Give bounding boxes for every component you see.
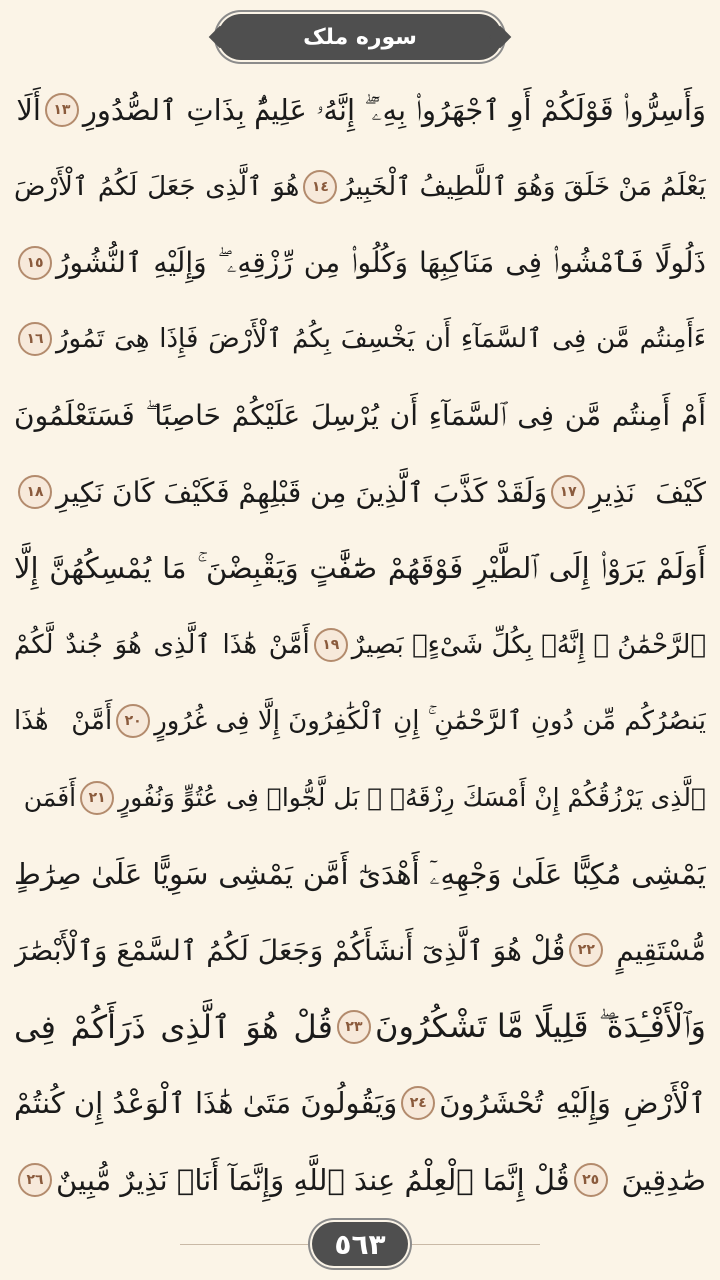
verse-text: وَأَسِرُّوا۟ قَوْلَكُمْ أَوِ ٱجْهَرُوا۟ بِهِۦٓ ۖ إِنَّهُۥ عَلِيمٌۢ بِذَاتِ ٱلصُّدُورِ [82,92,706,127]
verse-line [14,1141,706,1217]
verse-line [14,530,706,606]
verse-text-continued: قُلْ هُوَ ٱلَّذِىٓ أَنشَأَكُمْ وَجَعَلَ لَكُمُ ٱلسَّمْعَ وَٱلْأَبْصَٰرَ [14,933,566,967]
surah-header [218,14,502,60]
verse-text: ذَلُولًا فَٱمْشُوا۟ فِى مَنَاكِبِهَا وَكُلُوا۟ مِن رِّزْقِهِۦ ۖ وَإِلَيْهِ ٱلنُّشُورُ [56,245,706,279]
ayah-number-marker: ١٧ [551,475,585,509]
verse-text-continued: وَيَقُولُونَ مَتَىٰ هَٰذَا ٱلْوَعْدُ إِن كُنتُمْ [14,1086,398,1121]
verse-line [14,72,706,148]
verse-text: ٱلرَّحْمَٰنُ ۚ إِنَّهُۥ بِكُلِّ شَىْءٍۭ بَصِيرٌ [351,629,706,660]
verse-text-continued: هُوَ ٱلَّذِى جَعَلَ لَكُمُ ٱلْأَرْضَ [14,171,300,202]
footer-divider-left [180,1244,310,1245]
verse-text: مُّسْتَقِيمٍ [616,933,706,967]
verse-line [14,989,706,1065]
verse-line [14,912,706,988]
footer-divider-right [410,1244,540,1245]
verse-line [14,378,706,454]
verse-text: يَمْشِى مُكِبًّا عَلَىٰ وَجْهِهِۦٓ أَهْدَىٰٓ أَمَّن يَمْشِى سَوِيًّا عَلَىٰ صِرَٰطٍ [14,856,706,891]
verse-text: ٱلْأَرْضِ وَإِلَيْهِ تُحْشَرُونَ [439,1086,706,1121]
verse-line [14,148,706,224]
header-left-cap [209,26,232,49]
verse-text: أَوَلَمْ يَرَوْا۟ إِلَى ٱلطَّيْرِ فَوْقَهُمْ صَٰٓفَّٰتٍ وَيَقْبِضْنَ ۚ مَا يُمْسِكُهُنَّ إِلَّا [14,551,706,586]
ayah-number-marker: ٢٢ [569,933,603,967]
ayah-number-marker: ٢٠ [116,704,150,738]
verse-text-continued: أَمَّنْ هَٰذَا [14,706,113,737]
verse-line [14,836,706,912]
verse-text: ءَأَمِنتُم مَّن فِى ٱلسَّمَآءِ أَن يَخْسِفَ بِكُمُ ٱلْأَرْضَ فَإِذَا هِىَ تَمُورُ [56,324,706,355]
header-right-cap [489,26,512,49]
verse-text: وَٱلْأَفْـِٔدَةَ ۖ قَلِيلًا مَّا تَشْكُرُونَ [374,1007,706,1046]
page-number: ٥٦٣ [312,1222,408,1266]
verse-text: يَعْلَمُ مَنْ خَلَقَ وَهُوَ ٱللَّطِيفُ ٱلْخَبِيرُ [341,171,706,202]
ayah-number-marker: ١٣ [45,93,79,127]
verse-line [14,1065,706,1141]
verse-text: يَنصُرُكُم مِّن دُونِ ٱلرَّحْمَٰنِ ۚ إِنِ ٱلْكَٰفِرُونَ إِلَّا فِى غُرُورٍ [154,705,706,736]
ayah-number-marker: ٢٦ [18,1163,52,1197]
verse-text-continued: وَلَقَدْ كَذَّبَ ٱلَّذِينَ مِن قَبْلِهِمْ فَكَيْفَ كَانَ نَكِيرِ [56,475,548,509]
verse-line [14,301,706,377]
verse-text: صَٰدِقِينَ [621,1162,706,1197]
verse-line [14,760,706,836]
verse-text: أَمْ أَمِنتُم مَّن فِى ٱلسَّمَآءِ أَن يُرْسِلَ عَلَيْكُمْ حَاصِبًا ۖ فَسَتَعْلَمُونَ [14,398,706,432]
verse-line [14,225,706,301]
verse-text-continued: أَمَّنْ هَٰذَا ٱلَّذِى هُوَ جُندٌ لَّكُمْ [14,629,310,660]
quran-text-block [14,72,706,1218]
verse-text-continued: أَفَمَن [23,783,77,813]
ayah-number-marker: ١٥ [18,246,52,280]
verse-text-continued: قُلْ إِنَّمَا ٱلْعِلْمُ عِندَ ٱللَّهِ وَإِنَّمَآ أَنَا۠ نَذِيرٌ مُّبِينٌ [56,1162,570,1197]
ayah-number-marker: ١٦ [18,322,52,356]
verse-text-continued: قُلْ هُوَ ٱلَّذِى ذَرَأَكُمْ فِى [14,1007,333,1046]
verse-text: كَيْفَ نَذِيرِ [589,475,706,509]
ayah-number-marker: ١٤ [303,170,337,204]
verse-line [14,454,706,530]
ayah-number-marker: ٢٤ [401,1086,435,1120]
verse-line [14,683,706,759]
surah-title: سوره ملک [303,24,417,50]
ayah-number-marker: ١٨ [18,475,52,509]
verse-text: ٱلَّذِى يَرْزُقُكُمْ إِنْ أَمْسَكَ رِزْقَهُۥ ۚ بَل لَّجُّوا۟ فِى عُتُوٍّ وَنُفُورٍ [118,783,706,813]
ayah-number-marker: ٢٣ [337,1010,371,1044]
ayah-number-marker: ٢٥ [574,1163,608,1197]
ayah-number-marker: ١٩ [314,628,348,662]
ayah-number-marker: ٢١ [80,781,114,815]
verse-line [14,607,706,683]
verse-text-continued: أَلَا [16,93,41,128]
